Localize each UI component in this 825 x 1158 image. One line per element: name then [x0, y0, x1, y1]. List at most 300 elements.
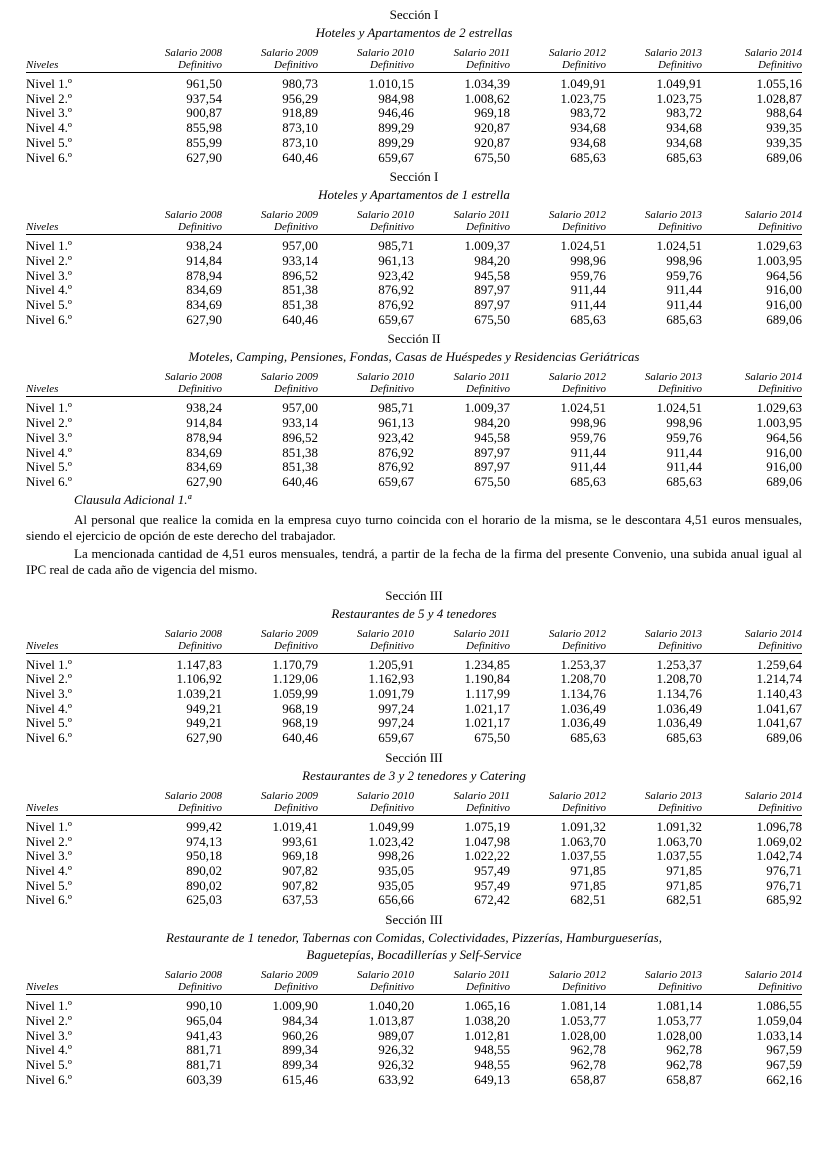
table-row: [26, 298, 802, 313]
column-header-year: Salario 2010: [356, 209, 414, 222]
salary-value: 1.117,99: [464, 686, 510, 702]
salary-value: 914,84: [186, 415, 222, 431]
salary-value: 851,38: [282, 282, 318, 298]
salary-value: 969,18: [474, 105, 510, 121]
salary-value: 689,06: [766, 473, 802, 489]
level-label: Nivel 3.º: [26, 267, 72, 283]
section-title: Sección I: [389, 169, 439, 185]
salary-value: 1.205,91: [368, 656, 414, 672]
salary-table-block: [26, 168, 802, 327]
salary-value: 968,19: [282, 700, 318, 716]
section-subtitle: Baguetерías, Bocadillerías y Self-Service: [306, 947, 522, 963]
table-row: [26, 995, 802, 1014]
column-header-year: Salario 2010: [356, 47, 414, 59]
salary-value: 1.096,78: [756, 818, 802, 834]
salary-value: 685,63: [666, 730, 702, 746]
salary-value: 1.069,02: [756, 833, 802, 849]
salary-value: 1.009,37: [464, 238, 510, 254]
level-label: Nivel 2.º: [26, 1012, 72, 1028]
column-header-definitivo: Definitivo: [126, 59, 222, 73]
section-title: Sección III: [385, 587, 443, 603]
column-header-definitivo: Definitivo: [222, 221, 318, 235]
salary-value: 1.253,37: [656, 656, 702, 672]
salary-value: 948,55: [474, 1056, 510, 1072]
salary-value: 1.009,90: [272, 998, 318, 1014]
salary-value: 993,61: [282, 833, 318, 849]
salary-table: [26, 209, 802, 327]
level-label: Nivel 2.º: [26, 252, 72, 268]
salary-value: 627,90: [186, 311, 222, 327]
salary-value: 834,69: [186, 459, 222, 475]
level-label: Nivel 4.º: [26, 1042, 72, 1058]
salary-value: 1.081,14: [560, 998, 606, 1014]
header-blank: [26, 371, 126, 383]
salary-value: 934,68: [666, 120, 702, 136]
salary-value: 685,63: [666, 473, 702, 489]
table-row: [26, 92, 802, 107]
salary-value: 976,71: [766, 877, 802, 893]
salary-value: 659,67: [378, 730, 414, 746]
salary-value: 964,56: [766, 267, 802, 283]
column-header-niveles: Niveles: [26, 802, 126, 816]
section-title: Sección II: [387, 331, 441, 347]
salary-value: 675,50: [474, 311, 510, 327]
level-label: Nivel 1.º: [26, 998, 72, 1014]
salary-value: 934,68: [570, 120, 606, 136]
column-header-year: Salario 2012: [548, 789, 606, 802]
level-label: Nivel 5.º: [26, 1056, 72, 1072]
salary-value: 997,24: [378, 715, 414, 731]
salary-value: 920,87: [474, 134, 510, 150]
salary-value: 1.049,91: [560, 76, 606, 91]
level-label: Nivel 6.º: [26, 149, 72, 165]
salary-value: 897,97: [474, 297, 510, 313]
clause-title: Clausula Adicional 1.ª: [74, 491, 192, 507]
salary-value: 1.147,83: [176, 656, 222, 672]
salary-value: 911,44: [666, 444, 702, 460]
level-label: Nivel 4.º: [26, 862, 72, 878]
column-header-definitivo: Definitivo: [606, 640, 702, 654]
column-header-year: Salario 2008: [164, 47, 222, 59]
salary-value: 890,02: [186, 862, 222, 878]
salary-value: 997,24: [378, 700, 414, 716]
column-header-definitivo: Definitivo: [414, 221, 510, 235]
salary-value: 918,89: [282, 105, 318, 121]
salary-value: 689,06: [766, 311, 802, 327]
salary-value: 964,56: [766, 429, 802, 445]
table-row: [26, 431, 802, 446]
table-row: [26, 864, 802, 879]
level-label: Nivel 2.º: [26, 90, 72, 106]
salary-value: 1.091,32: [560, 818, 606, 834]
salary-value: 933,14: [282, 252, 318, 268]
salary-table-block: [26, 911, 802, 1087]
salary-value: 1.140,43: [756, 686, 802, 702]
column-header-year: Salario 2010: [356, 627, 414, 640]
salary-value: 911,44: [666, 459, 702, 475]
level-label: Nivel 6.º: [26, 730, 72, 746]
column-header-year: Salario 2009: [260, 209, 318, 222]
salary-value: 923,42: [378, 267, 414, 283]
salary-value: 1.028,00: [560, 1027, 606, 1043]
salary-value: 950,18: [186, 848, 222, 864]
salary-value: 1.024,51: [656, 400, 702, 416]
salary-value: 897,97: [474, 444, 510, 460]
salary-value: 907,82: [282, 877, 318, 893]
salary-value: 834,69: [186, 297, 222, 313]
column-header-definitivo: Definitivo: [510, 59, 606, 73]
section-subtitle: Hoteles y Apartamentos de 1 estrella: [318, 187, 510, 203]
table-row: [26, 687, 802, 702]
salary-value: 1.008,62: [464, 90, 510, 106]
salary-value: 988,64: [766, 105, 802, 121]
salary-value: 659,67: [378, 473, 414, 489]
salary-value: 625,03: [186, 892, 222, 908]
column-header-definitivo: Definitivo: [606, 981, 702, 995]
salary-value: 983,72: [666, 105, 702, 121]
table-row: [26, 313, 802, 328]
salary-value: 941,43: [186, 1027, 222, 1043]
salary-value: 971,85: [666, 862, 702, 878]
level-label: Nivel 2.º: [26, 833, 72, 849]
salary-value: 962,78: [570, 1042, 606, 1058]
column-header-year: Salario 2009: [260, 969, 318, 982]
salary-value: 1.029,63: [756, 400, 802, 416]
salary-value: 933,14: [282, 415, 318, 431]
table-row: [26, 653, 802, 672]
salary-value: 949,21: [186, 715, 222, 731]
document-page: [26, 0, 802, 1087]
column-header-year: Salario 2008: [164, 371, 222, 384]
salary-value: 897,97: [474, 459, 510, 475]
salary-value: 1.010,15: [368, 76, 414, 91]
salary-value: 640,46: [282, 730, 318, 746]
table-row: [26, 416, 802, 431]
column-header-year: Salario 2012: [548, 47, 606, 59]
salary-value: 1.036,49: [560, 700, 606, 716]
section-subtitle: Restaurantes de 5 y 4 tenedores: [331, 605, 497, 621]
column-header-definitivo: Definitivo: [606, 802, 702, 816]
salary-value: 916,00: [766, 459, 802, 475]
level-label: Nivel 6.º: [26, 1071, 72, 1087]
salary-value: 962,78: [666, 1056, 702, 1072]
salary-value: 1.012,81: [464, 1027, 510, 1043]
salary-value: 916,00: [766, 297, 802, 313]
salary-table: [26, 628, 802, 746]
salary-value: 685,63: [570, 730, 606, 746]
section-title: Sección III: [385, 912, 443, 928]
salary-value: 834,69: [186, 444, 222, 460]
salary-value: 984,20: [474, 252, 510, 268]
salary-value: 876,92: [378, 297, 414, 313]
salary-value: 935,05: [378, 862, 414, 878]
column-header-definitivo: Definitivo: [702, 59, 802, 73]
column-header-definitivo: Definitivo: [126, 802, 222, 816]
salary-value: 685,63: [666, 311, 702, 327]
column-header-year: Salario 2011: [453, 789, 510, 802]
salary-value: 1.024,51: [656, 238, 702, 254]
salary-value: 1.049,99: [368, 818, 414, 834]
salary-value: 1.022,22: [464, 848, 510, 864]
salary-value: 1.053,77: [560, 1012, 606, 1028]
table-row: [26, 672, 802, 687]
salary-table-block: [26, 749, 802, 908]
salary-value: 1.234,85: [464, 656, 510, 672]
level-label: Nivel 6.º: [26, 892, 72, 908]
salary-value: 956,29: [282, 90, 318, 106]
level-label: Nivel 3.º: [26, 1027, 72, 1043]
salary-value: 899,29: [378, 134, 414, 150]
column-header-definitivo: Definitivo: [510, 802, 606, 816]
column-header-year: Salario 2010: [356, 969, 414, 982]
salary-value: 640,46: [282, 311, 318, 327]
column-header-year: Salario 2010: [356, 371, 414, 384]
salary-value: 656,66: [378, 892, 414, 908]
column-header-year: Salario 2009: [260, 627, 318, 640]
salary-value: 926,32: [378, 1042, 414, 1058]
salary-value: 685,63: [570, 149, 606, 165]
salary-value: 1.021,17: [464, 715, 510, 731]
salary-value: 640,46: [282, 473, 318, 489]
salary-value: 627,90: [186, 473, 222, 489]
level-label: Nivel 6.º: [26, 311, 72, 327]
salary-value: 959,76: [666, 267, 702, 283]
column-header-niveles: Niveles: [26, 383, 126, 397]
salary-value: 689,06: [766, 730, 802, 746]
salary-value: 834,69: [186, 282, 222, 298]
salary-value: 682,51: [570, 892, 606, 908]
salary-value: 934,68: [570, 134, 606, 150]
salary-value: 1.047,98: [464, 833, 510, 849]
salary-value: 1.162,93: [368, 671, 414, 687]
salary-value: 984,34: [282, 1012, 318, 1028]
column-header-year: Salario 2014: [744, 209, 802, 222]
salary-value: 876,92: [378, 282, 414, 298]
column-header-year: Salario 2012: [548, 969, 606, 982]
table-row: [26, 254, 802, 269]
salary-value: 1.037,55: [560, 848, 606, 864]
column-header-definitivo: Definitivo: [510, 383, 606, 397]
column-header-year: Salario 2011: [453, 627, 510, 640]
salary-value: 658,87: [666, 1071, 702, 1087]
salary-value: 911,44: [666, 282, 702, 298]
level-label: Nivel 4.º: [26, 120, 72, 136]
table-row: [26, 815, 802, 834]
salary-value: 920,87: [474, 120, 510, 136]
salary-value: 649,13: [474, 1071, 510, 1087]
salary-value: 999,42: [186, 818, 222, 834]
salary-value: 934,68: [666, 134, 702, 150]
salary-value: 855,99: [186, 134, 222, 150]
salary-value: 969,18: [282, 848, 318, 864]
salary-value: 1.208,70: [656, 671, 702, 687]
salary-value: 1.086,55: [756, 998, 802, 1014]
salary-value: 985,71: [378, 400, 414, 416]
level-label: Nivel 5.º: [26, 715, 72, 731]
column-header-definitivo: Definitivo: [318, 221, 414, 235]
column-header-definitivo: Definitivo: [222, 383, 318, 397]
salary-value: 985,71: [378, 238, 414, 254]
salary-value: 938,24: [186, 238, 222, 254]
salary-value: 998,96: [570, 252, 606, 268]
table-row: [26, 283, 802, 298]
salary-value: 911,44: [666, 297, 702, 313]
column-header-definitivo: Definitivo: [126, 981, 222, 995]
column-header-definitivo: Definitivo: [222, 802, 318, 816]
column-header-year: Salario 2014: [744, 789, 802, 802]
column-header-definitivo: Definitivo: [414, 981, 510, 995]
salary-value: 1.034,39: [464, 76, 510, 91]
header-blank: [26, 209, 126, 221]
column-header-definitivo: Definitivo: [414, 640, 510, 654]
salary-value: 1.019,41: [272, 818, 318, 834]
salary-value: 971,85: [570, 862, 606, 878]
column-header-niveles: Niveles: [26, 221, 126, 235]
table-row: [26, 1058, 802, 1073]
additional-clause: [26, 492, 802, 578]
level-label: Nivel 4.º: [26, 700, 72, 716]
column-header-definitivo: Definitivo: [222, 59, 318, 73]
salary-value: 1.091,32: [656, 818, 702, 834]
salary-value: 851,38: [282, 297, 318, 313]
salary-value: 1.037,55: [656, 848, 702, 864]
salary-table: [26, 47, 802, 165]
column-header-year: Salario 2011: [453, 47, 510, 59]
column-header-year: Salario 2012: [548, 209, 606, 222]
column-header-year: Salario 2014: [744, 969, 802, 982]
salary-value: 998,96: [570, 415, 606, 431]
salary-value: 1.208,70: [560, 671, 606, 687]
salary-value: 998,26: [378, 848, 414, 864]
header-blank: [26, 628, 126, 640]
level-label: Nivel 5.º: [26, 134, 72, 150]
salary-value: 1.003,95: [756, 252, 802, 268]
salary-value: 876,92: [378, 444, 414, 460]
level-label: Nivel 5.º: [26, 297, 72, 313]
salary-value: 659,67: [378, 149, 414, 165]
salary-value: 967,59: [766, 1042, 802, 1058]
salary-value: 675,50: [474, 730, 510, 746]
table-row: [26, 1043, 802, 1058]
column-header-year: Salario 2013: [644, 969, 702, 982]
column-header-definitivo: Definitivo: [702, 981, 802, 995]
table-row: [26, 716, 802, 731]
header-blank: [26, 47, 126, 59]
salary-value: 962,78: [570, 1056, 606, 1072]
salary-value: 959,76: [570, 267, 606, 283]
salary-value: 916,00: [766, 282, 802, 298]
salary-value: 998,96: [666, 415, 702, 431]
clause-paragraph: Al personal que realice la comida en la empresa cuyo turno coincida con el horario de la misma, se le descontara 4,51 euros mensuales, siendo el ejercicio de opción de este derecho del trabajador.: [26, 511, 802, 543]
table-row: [26, 849, 802, 864]
column-header-year: Salario 2008: [164, 969, 222, 982]
salary-value: 957,00: [282, 238, 318, 254]
column-header-year: Salario 2014: [744, 47, 802, 59]
column-header-niveles: Niveles: [26, 640, 126, 654]
table-row: [26, 893, 802, 908]
salary-value: 957,49: [474, 877, 510, 893]
table-row: [26, 879, 802, 894]
salary-table-block: [26, 587, 802, 746]
section-subtitle: Hoteles y Apartamentos de 2 estrellas: [315, 25, 513, 40]
salary-value: 1.063,70: [656, 833, 702, 849]
table-row: [26, 235, 802, 254]
level-label: Nivel 5.º: [26, 877, 72, 893]
salary-value: 1.049,91: [656, 76, 702, 91]
column-header-definitivo: Definitivo: [318, 59, 414, 73]
salary-table-block: [26, 330, 802, 489]
salary-value: 881,71: [186, 1042, 222, 1058]
header-blank: [26, 790, 126, 802]
salary-value: 1.028,00: [656, 1027, 702, 1043]
salary-value: 911,44: [570, 444, 606, 460]
salary-value: 916,00: [766, 444, 802, 460]
column-header-definitivo: Definitivo: [702, 221, 802, 235]
column-header-definitivo: Definitivo: [702, 640, 802, 654]
salary-value: 1.106,92: [176, 671, 222, 687]
salary-value: 989,07: [378, 1027, 414, 1043]
salary-value: 672,42: [474, 892, 510, 908]
salary-value: 957,49: [474, 862, 510, 878]
table-row: [26, 121, 802, 136]
salary-value: 945,58: [474, 429, 510, 445]
salary-value: 914,84: [186, 252, 222, 268]
column-header-definitivo: Definitivo: [222, 981, 318, 995]
table-row: [26, 1073, 802, 1088]
column-header-year: Salario 2011: [453, 969, 510, 982]
table-row: [26, 269, 802, 284]
salary-value: 971,85: [570, 877, 606, 893]
salary-value: 911,44: [570, 297, 606, 313]
salary-value: 1.029,63: [756, 238, 802, 254]
salary-value: 1.075,19: [464, 818, 510, 834]
salary-value: 640,46: [282, 149, 318, 165]
salary-table-block: [26, 6, 802, 165]
table-row: [26, 106, 802, 121]
salary-value: 957,00: [282, 400, 318, 416]
column-header-year: Salario 2014: [744, 627, 802, 640]
table-row: [26, 151, 802, 166]
table-row: [26, 702, 802, 717]
salary-value: 959,76: [666, 429, 702, 445]
column-header-year: Salario 2013: [644, 627, 702, 640]
column-header-definitivo: Definitivo: [126, 383, 222, 397]
salary-value: 926,32: [378, 1056, 414, 1072]
level-label: Nivel 1.º: [26, 238, 72, 254]
column-header-definitivo: Definitivo: [318, 981, 414, 995]
salary-value: 1.091,79: [368, 686, 414, 702]
salary-value: 961,13: [378, 415, 414, 431]
column-header-definitivo: Definitivo: [510, 221, 606, 235]
level-label: Nivel 2.º: [26, 671, 72, 687]
salary-value: 1.003,95: [756, 415, 802, 431]
salary-value: 633,92: [378, 1071, 414, 1087]
salary-value: 851,38: [282, 444, 318, 460]
table-row: [26, 136, 802, 151]
column-header-niveles: Niveles: [26, 981, 126, 995]
level-label: Nivel 6.º: [26, 473, 72, 489]
salary-value: 939,35: [766, 134, 802, 150]
column-header-definitivo: Definitivo: [318, 640, 414, 654]
salary-value: 855,98: [186, 120, 222, 136]
column-header-year: Salario 2011: [453, 371, 510, 384]
section-title: Sección I: [389, 7, 439, 22]
salary-value: 873,10: [282, 120, 318, 136]
salary-table: [26, 790, 802, 908]
level-label: Nivel 1.º: [26, 656, 72, 672]
level-label: Nivel 4.º: [26, 282, 72, 298]
level-label: Nivel 1.º: [26, 818, 72, 834]
